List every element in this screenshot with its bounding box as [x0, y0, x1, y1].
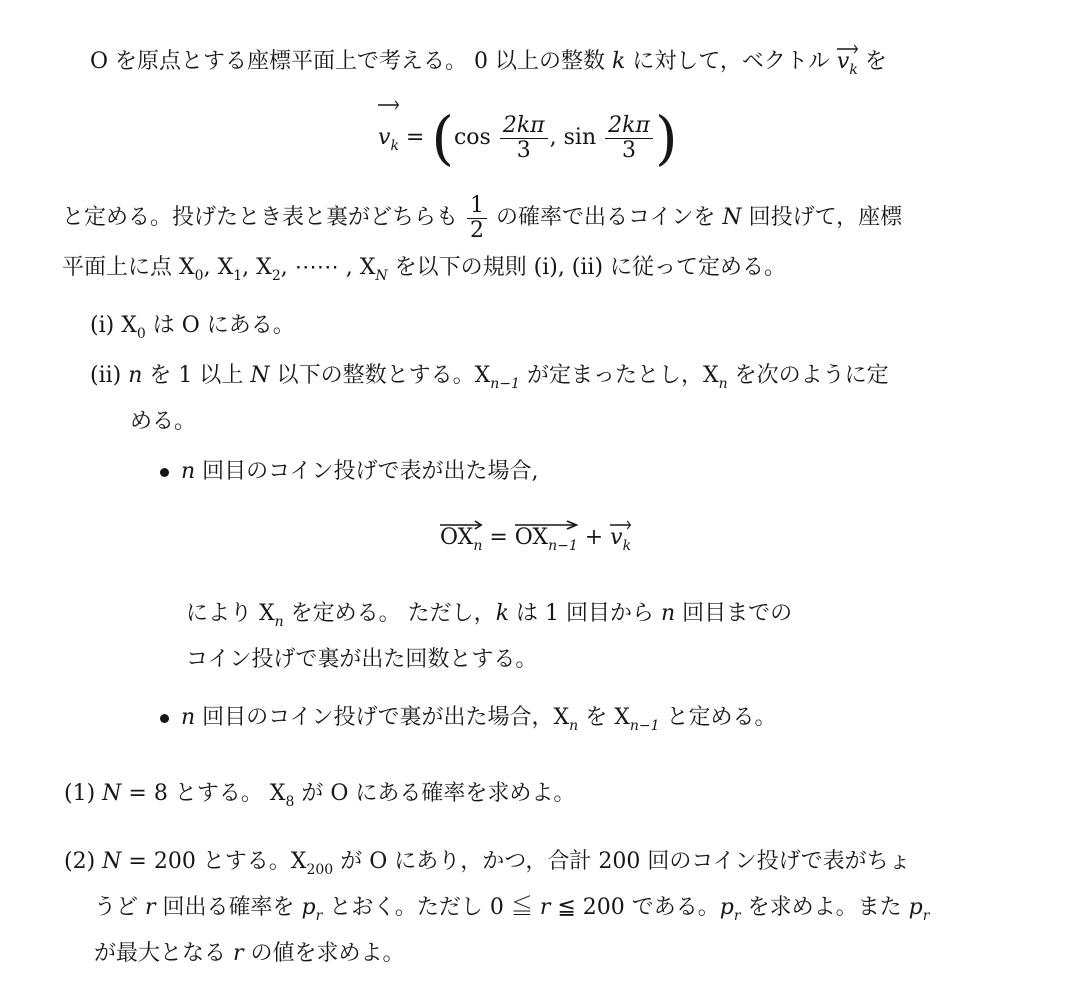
- intro-line-1: [90, 44, 887, 84]
- intro-line-3: 平面上に点 $X_0$, $X_1$, $X_2$, ⋯⋯ , $X_N$ を以下の規則 (i), (ii) に従って定める。: [62, 255, 787, 284]
- vector-vk: $v_k$: [837, 44, 858, 84]
- vector-oxn1: $OX_{n-1}$: [515, 520, 578, 560]
- rule-i: (i) $X_0$ は O にある。: [90, 313, 295, 342]
- question-1: (1) N = 8 とする。 $X_8$ が O にある確率を求めよ。: [64, 781, 576, 810]
- vector-formula: $v_k = (\cos$ $\frac{2k\pi}{3}$ , sin $\frac{2k\pi}{3}$ ): [378, 100, 678, 180]
- bullet-heads-note-1: により $X_n$ を定める。 ただし，k は 1 回目から n 回目までの: [186, 601, 793, 630]
- vector-oxn: $OX_n$: [440, 520, 482, 560]
- rule-ii-cont: める。: [130, 409, 197, 434]
- fraction-half: $\frac{1}{2}$: [467, 194, 487, 243]
- intro-line-2: と定める。投げたとき表と裏がどちらも $\frac{1}{2}$ の確率で出るコインを N 回投げて，座標: [62, 192, 903, 243]
- bullet-tails: n 回目のコイン投げで裏が出た場合，$X_n$ を $X_{n-1}$ と定める。: [160, 704, 777, 740]
- question-2: (2) N = 200 とする。$X_{200}$ が O にあり，かつ，合計 200 回のコイン投げで表がちょ: [64, 849, 911, 878]
- fraction-2kpi-3: $\frac{2k\pi}{3}$: [605, 114, 653, 163]
- vector-vk: $v_k$: [378, 100, 399, 180]
- vector-vk: $v_k$: [610, 520, 631, 560]
- text: O を原点とする座標平面上で考える。 0 以上の整数: [90, 49, 613, 74]
- bullet-heads: n 回目のコイン投げで表が出た場合,: [160, 458, 539, 486]
- ox-formula: $OX_n$ = $OX_{n-1}$ + $v_k$: [440, 520, 631, 560]
- question-2-line-2: うど r 回出る確率を $p_r$ とおく。ただし 0 ≦ r ≦ 200 である。$p_r$ を求めよ。また $p_r$: [94, 895, 930, 924]
- text: を: [857, 49, 887, 74]
- text: に対して，ベクトル: [625, 49, 837, 74]
- bullet-icon: [160, 468, 169, 477]
- bullet-icon: [160, 714, 169, 723]
- rule-ii: (ii) n を 1 以上 N 以下の整数とする。$X_{n-1}$ が定まったとし，$X_n$ を次のように定: [90, 363, 889, 392]
- left-paren: (: [431, 104, 454, 172]
- bullet-heads-note-2: コイン投げで裏が出た回数とする。: [186, 647, 538, 672]
- fraction-2kpi-3: $\frac{2k\pi}{3}$: [500, 114, 548, 163]
- question-2-line-3: が最大となる r の値を求めよ。: [94, 941, 405, 966]
- right-paren: ): [654, 104, 678, 172]
- var-k: k: [612, 49, 626, 74]
